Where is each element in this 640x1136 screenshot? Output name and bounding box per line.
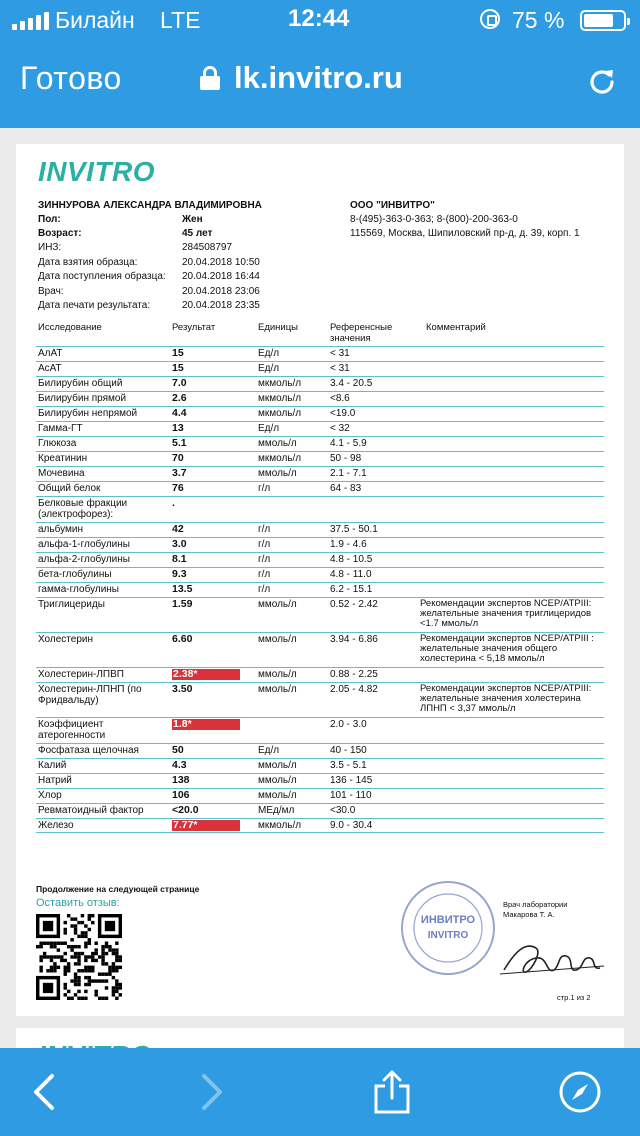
table-row <box>36 552 604 567</box>
age-value: 45 лет <box>182 228 213 239</box>
table-row <box>36 436 604 451</box>
unit-value: ммоль/л <box>258 599 297 610</box>
table-row <box>36 717 604 743</box>
table-row <box>36 597 604 632</box>
result-value: 1.8* <box>172 719 240 730</box>
reload-icon[interactable] <box>586 66 618 98</box>
test-name: бета-глобулины <box>38 569 112 580</box>
carrier-name: Билайн <box>55 7 135 33</box>
age-label: Возраст: <box>38 228 82 239</box>
table-row <box>36 567 604 582</box>
lab-stamp <box>398 878 498 978</box>
feedback-link[interactable]: Оставить отзыв: <box>36 897 120 909</box>
col-test: Исследование <box>38 322 102 333</box>
sex-label: Пол: <box>38 214 61 225</box>
svg-text:INVITRO: INVITRO <box>427 930 469 941</box>
patient-name: ЗИННУРОВА АЛЕКСАНДРА ВЛАДИМИРОВНА <box>38 200 262 211</box>
result-value: 2.38* <box>172 669 240 680</box>
page-number: стр.1 из 2 <box>557 993 591 1002</box>
test-name: Ревматоидный фактор <box>38 805 144 816</box>
reference-value: 40 - 150 <box>330 745 367 756</box>
test-name: Натрий <box>38 775 72 786</box>
result-value: 15 <box>172 362 184 374</box>
unit-value: г/л <box>258 554 271 565</box>
unit-value: г/л <box>258 584 271 595</box>
test-name: альфа-2-глобулины <box>38 554 130 565</box>
reference-value: 4.8 - 10.5 <box>330 554 373 565</box>
reference-value: 101 - 110 <box>330 790 372 801</box>
col-ref: Референсные значения <box>330 322 393 344</box>
result-value: 1.59 <box>172 598 193 610</box>
reference-value: 4.1 - 5.9 <box>330 438 367 449</box>
reference-value: 0.88 - 2.25 <box>330 669 378 680</box>
compass-icon[interactable] <box>558 1070 602 1114</box>
result-value: 13 <box>172 422 184 434</box>
comment-text: Рекомендации экспертов NCEP/ATPIII: желательные значения холестерина ЛПНП < 3,37 ммоль/л <box>420 683 592 714</box>
unit-value: МЕд/мл <box>258 805 295 816</box>
reference-value: 37.5 - 50.1 <box>330 524 378 535</box>
reference-value: 6.2 - 15.1 <box>330 584 373 595</box>
unit-value: ммоль/л <box>258 775 297 786</box>
printed-label: Дата печати результата: <box>38 300 151 311</box>
result-value: 4.3 <box>172 759 187 771</box>
table-row <box>36 682 604 717</box>
unit-value: ммоль/л <box>258 438 297 449</box>
doctor-signature <box>496 930 606 982</box>
table-row <box>36 818 604 833</box>
reference-value: 64 - 83 <box>330 483 362 494</box>
test-name: Коэффициент атерогенности <box>38 719 106 741</box>
table-row <box>36 667 604 682</box>
table-row <box>36 632 604 667</box>
table-row <box>36 496 604 522</box>
reference-value: 136 - 145 <box>330 775 373 786</box>
qr-code[interactable] <box>36 914 122 1000</box>
result-value: 3.50 <box>172 683 193 695</box>
unit-value: мкмоль/л <box>258 378 302 389</box>
result-value: 13.5 <box>172 583 193 595</box>
forward-button[interactable] <box>190 1070 234 1114</box>
sex-value: Жен <box>182 214 203 225</box>
taken-value: 20.04.2018 10:50 <box>182 257 260 268</box>
unit-value: г/л <box>258 483 271 494</box>
result-value: 42 <box>172 523 184 535</box>
table-row <box>36 582 604 597</box>
test-name: Хлор <box>38 790 62 801</box>
doctor-title: Врач лаборатории <box>503 900 568 909</box>
result-value: 8.1 <box>172 553 187 565</box>
printed-value: 20.04.2018 23:35 <box>182 300 260 311</box>
result-value: 3.0 <box>172 538 187 550</box>
result-value: <20.0 <box>172 804 199 816</box>
navigation-bar <box>0 40 640 128</box>
lab-address: 115569, Москва, Шипиловский пр-д, д. 39, корп. 1 <box>350 228 580 239</box>
doctor-label: Врач: <box>38 286 64 297</box>
test-name: Глюкоза <box>38 438 77 449</box>
invitro-logo: INVITRO <box>38 156 156 187</box>
unit-value: г/л <box>258 569 271 580</box>
test-name: Триглицериды <box>38 599 105 610</box>
unit-value: ммоль/л <box>258 760 297 771</box>
table-row <box>36 537 604 552</box>
reference-value: 1.9 - 4.6 <box>330 539 367 550</box>
share-button[interactable] <box>370 1070 414 1114</box>
col-comment: Комментарий <box>426 322 486 333</box>
result-value: . <box>172 497 175 509</box>
battery-icon <box>580 10 626 31</box>
test-name: Холестерин-ЛПВП <box>38 669 124 680</box>
table-row <box>36 481 604 496</box>
reference-value: 50 - 98 <box>330 453 362 464</box>
reference-value: 2.1 - 7.1 <box>330 468 367 479</box>
unit-value: ммоль/л <box>258 684 297 695</box>
unit-value: ммоль/л <box>258 790 297 801</box>
results-table <box>36 346 604 833</box>
reference-value: 3.94 - 6.86 <box>330 634 378 645</box>
table-row <box>36 376 604 391</box>
result-value: 7.77* <box>172 820 240 831</box>
result-value: 15 <box>172 347 184 359</box>
unit-value: ммоль/л <box>258 669 297 680</box>
table-row <box>36 391 604 406</box>
result-value: 138 <box>172 774 190 786</box>
battery-percent: 75 % <box>512 7 565 33</box>
result-value: 4.4 <box>172 407 187 419</box>
reference-value: 0.52 - 2.42 <box>330 599 378 610</box>
test-name: Билирубин прямой <box>38 393 127 404</box>
back-button[interactable] <box>24 1070 68 1114</box>
lab-phones: 8-(495)-363-0-363; 8-(800)-200-363-0 <box>350 214 518 225</box>
unit-value: мкмоль/л <box>258 453 302 464</box>
result-value: 2.6 <box>172 392 187 404</box>
test-name: Железо <box>38 820 74 831</box>
result-value: 5.1 <box>172 437 187 449</box>
result-value: 76 <box>172 482 184 494</box>
test-name: Мочевина <box>38 468 85 479</box>
table-row <box>36 773 604 788</box>
reference-value: < 31 <box>330 348 350 359</box>
result-value: 9.3 <box>172 568 187 580</box>
test-name: Белковые фракции (электрофорез): <box>38 498 128 520</box>
test-name: альфа-1-глобулины <box>38 539 130 550</box>
table-row <box>36 743 604 758</box>
reference-value: < 32 <box>330 423 350 434</box>
test-name: АлАТ <box>38 348 63 359</box>
reference-value: 9.0 - 30.4 <box>330 820 373 831</box>
table-row <box>36 361 604 376</box>
reference-value: 2.05 - 4.82 <box>330 684 378 695</box>
reference-value: 4.8 - 11.0 <box>330 569 372 580</box>
signal-icon <box>12 12 49 30</box>
col-units: Единицы <box>258 322 299 333</box>
unit-value: г/л <box>258 524 271 535</box>
unit-value: ммоль/л <box>258 634 297 645</box>
status-bar <box>0 0 640 40</box>
unit-value: Ед/л <box>258 348 280 359</box>
received-label: Дата поступления образца: <box>38 271 166 282</box>
result-value: 50 <box>172 744 184 756</box>
test-name: Холестерин <box>38 634 93 645</box>
rotation-lock-icon <box>480 9 500 29</box>
lab-report-page <box>16 144 624 1016</box>
inz-value: 284508797 <box>182 242 233 253</box>
lock-icon <box>200 66 220 90</box>
doctor-date: 20.04.2018 23:06 <box>182 286 260 297</box>
unit-value: Ед/л <box>258 423 280 434</box>
test-name: Креатинин <box>38 453 88 464</box>
test-name: Билирубин общий <box>38 378 123 389</box>
reference-value: 3.4 - 20.5 <box>330 378 373 389</box>
col-result: Результат <box>172 322 216 333</box>
stamp-text: ИНВИТРО <box>420 914 476 926</box>
test-name: Калий <box>38 760 67 771</box>
table-row <box>36 788 604 803</box>
test-name: Гамма-ГТ <box>38 423 83 434</box>
clock: 12:44 <box>288 5 350 32</box>
table-row <box>36 406 604 421</box>
test-name: Общий белок <box>38 483 101 494</box>
reference-value: 3.5 - 5.1 <box>330 760 367 771</box>
table-row <box>36 421 604 436</box>
test-name: Холестерин-ЛПНП (по Фридвальду) <box>38 684 142 706</box>
inz-label: ИНЗ: <box>38 242 62 253</box>
result-value: 106 <box>172 789 190 801</box>
test-name: Фосфатаза щелочная <box>38 745 139 756</box>
doctor-name: Макарова Т. А. <box>503 910 555 919</box>
test-name: гамма-глобулины <box>38 584 119 595</box>
lab-doctor <box>503 900 567 920</box>
received-value: 20.04.2018 16:44 <box>182 271 260 282</box>
reference-value: <8.6 <box>330 393 350 404</box>
unit-value: Ед/л <box>258 363 280 374</box>
unit-value: Ед/л <box>258 745 280 756</box>
comment-text: Рекомендации экспертов NCEP/ATPIII : желательные значения общего холестерина < 5,18 ммоль/л <box>420 633 594 664</box>
address-bar[interactable] <box>200 60 403 96</box>
unit-value: г/л <box>258 539 271 550</box>
result-value: 3.7 <box>172 467 187 479</box>
done-button[interactable]: Готово <box>20 60 122 96</box>
reference-value: <19.0 <box>330 408 356 419</box>
reference-value: < 31 <box>330 363 350 374</box>
reference-value: <30.0 <box>330 805 356 816</box>
comment-text: Рекомендации экспертов NCEP/ATPIII: желательные значения триглицеридов <1.7 ммоль/л <box>420 598 592 629</box>
web-content[interactable] <box>0 128 640 1048</box>
test-name: Билирубин непрямой <box>38 408 138 419</box>
table-row <box>36 466 604 481</box>
unit-value: мкмоль/л <box>258 408 302 419</box>
unit-value: мкмоль/л <box>258 820 302 831</box>
result-value: 6.60 <box>172 633 193 645</box>
result-value: 70 <box>172 452 184 464</box>
result-value: 7.0 <box>172 377 187 389</box>
url-text: lk.invitro.ru <box>234 60 403 95</box>
table-row <box>36 346 604 361</box>
table-row <box>36 522 604 537</box>
taken-label: Дата взятия образца: <box>38 257 138 268</box>
continued-note: Продолжение на следующей странице <box>36 884 200 894</box>
bottom-toolbar <box>0 1048 640 1136</box>
table-row <box>36 451 604 466</box>
test-name: АсАТ <box>38 363 62 374</box>
table-row <box>36 758 604 773</box>
table-row <box>36 803 604 818</box>
network-type: LTE <box>160 7 201 33</box>
reference-value: 2.0 - 3.0 <box>330 719 367 730</box>
unit-value: ммоль/л <box>258 468 297 479</box>
unit-value: мкмоль/л <box>258 393 302 404</box>
test-name: альбумин <box>38 524 83 535</box>
lab-name: ООО "ИНВИТРО" <box>350 200 435 211</box>
